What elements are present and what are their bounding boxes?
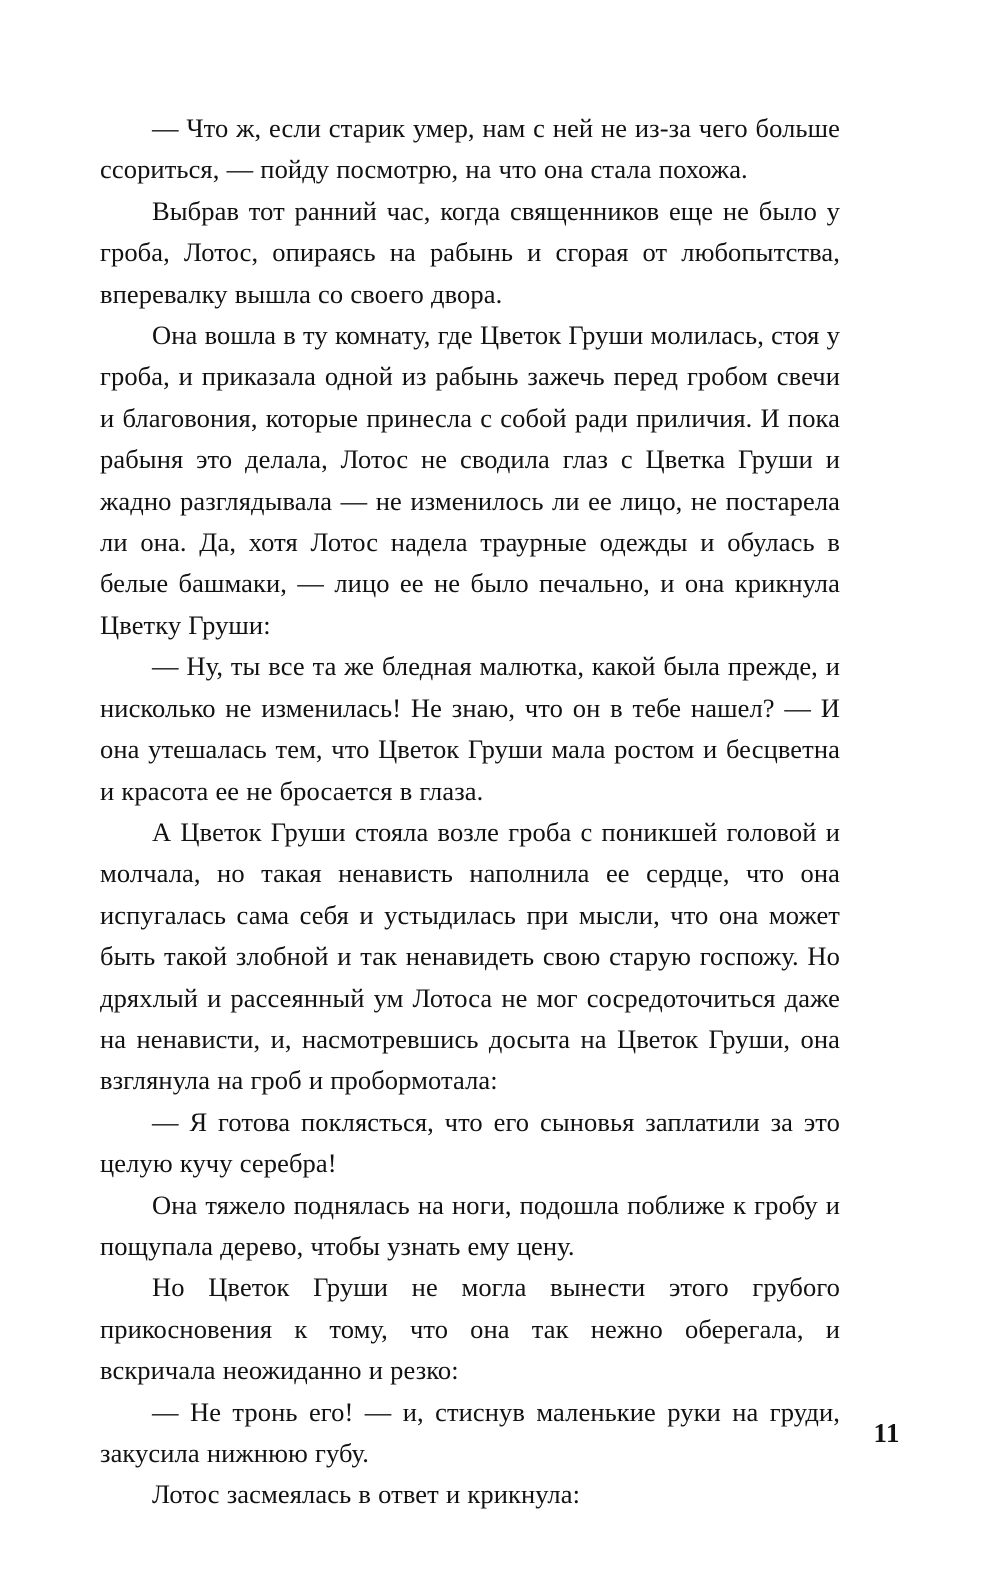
- paragraph: Лотос засмеялась в ответ и крикнула:: [152, 1479, 581, 1510]
- paragraph: — Я готова поклясться, что его сыновья заплатили за это целую кучу серебра!: [100, 1106, 840, 1179]
- paragraph: Выбрав тот ранний час, когда священников еще не было у гроба, Лотос, опираясь на рабынь и сгорая от любопытства, вперевалку вышла со своего двора.: [100, 195, 840, 309]
- paragraph: Но Цветок Груши не могла вынести этого грубого прикосновения к тому, что она так нежно оберегала, и вскричала неожиданно и резко:: [100, 1272, 840, 1386]
- paragraph: — Ну, ты все та же бледная малютка, какой была прежде, и нисколько не изменилась! Не знаю, что он в тебе нашел? — И она утешалась тем, что Цветок Груши мала ростом и бесцветна и красота ее не бросается в глаза.: [100, 651, 840, 806]
- page-number: 11: [873, 1418, 900, 1448]
- body-text-column: [100, 108, 840, 1516]
- paragraph: Она вошла в ту комнату, где Цветок Груши молилась, стоя у гроба, и приказала одной из рабынь зажечь перед гробом свечи и благовония, которые принесла с собой ради приличия. И пока рабыня это делала, Лотос не сводила глаз с Цветка Груши и жадно разглядывала — не изменилось ли ее лицо, не постарела ли она. Да, хотя Лотос надела траурные одежды и обулась в белые башмаки, — лицо ее не было печально, и она крикнула Цветку Груши:: [100, 320, 840, 640]
- paragraph: — Что ж, если старик умер, нам с ней не из-за чего больше ссориться, — пойду посмотрю, на что она стала похожа.: [100, 113, 840, 185]
- paragraph: Она тяжело поднялась на ноги, подошла поближе к гробу и пощупала дерево, чтобы узнать ему цену.: [100, 1189, 840, 1261]
- paragraph: А Цветок Груши стояла возле гроба с поникшей головой и молчала, но такая ненависть наполнила ее сердце, что она испугалась сама себя и устыдилась при мысли, что она может быть такой злобной и так ненавидеть свою старую госпожу. Но дряхлый и рассеянный ум Лотоса не мог сосредоточиться даже на ненависти, и, насмотревшись досыта на Цветок Груши, она взглянула на гроб и пробормотала:: [100, 816, 840, 1096]
- paragraph: — Не тронь его! — и, стиснув маленькие руки на груди, закусила нижнюю губу.: [100, 1396, 840, 1468]
